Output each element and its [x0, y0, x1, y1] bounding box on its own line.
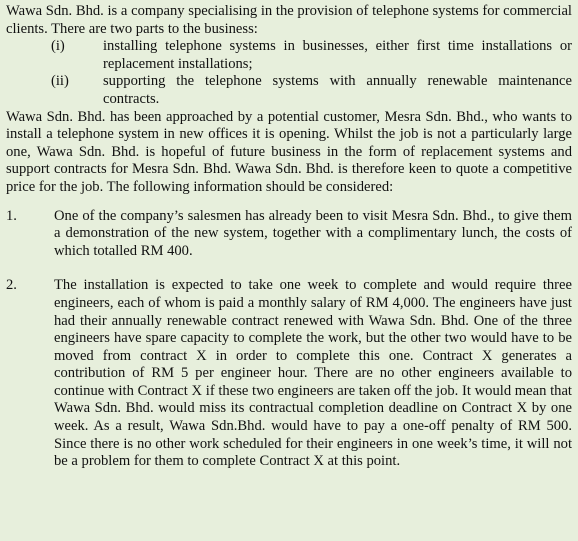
intro-paragraph: Wawa Sdn. Bhd. is a company specialising in the provision of telephone systems for commercial clients. There are two parts to the business:	[6, 3, 572, 37]
item-text: The installation is expected to take one week to complete and would require three engineers, each of whom is paid a monthly salary of RM 4,000. The engineers have just had their annually renewable contract renewed with Wawa Sdn. Bhd. One of the three engineers have spare capacity to complete the work, but the other two would have to be moved from contract X in order to complete this one. Contract X generates a contribution of RM 5 per engineer hour. There are no other engineers available to continue with Contract X if these two engineers are taken off the job. It would mean that Wawa Sdn. Bhd. would miss its contractual completion deadline on Contract X by one week. As a result, Wawa Sdn.Bhd. would have to pay a one-off penalty of RM 500. Since there is no other work scheduled for their engineers in one week’s time, it will not be a problem for them to complete Contract X at this point.	[54, 277, 572, 470]
list-item	[6, 277, 572, 471]
part-text: installing telephone systems in businesses, either first time installations or replacement installations;	[103, 38, 572, 72]
part-item	[51, 73, 572, 108]
part-text: supporting the telephone systems with annually renewable maintenance contracts.	[103, 73, 572, 107]
part-number: (i)	[51, 38, 65, 55]
item-number: 1.	[6, 207, 17, 224]
item-text: One of the company’s salesmen has already been to visit Mesra Sdn. Bhd., to give them a demonstration of the new system, together with a complimentary lunch, the costs of which totalled RM 400.	[54, 207, 572, 259]
item-number: 2.	[6, 277, 17, 294]
context-paragraph: Wawa Sdn. Bhd. has been approached by a potential customer, Mesra Sdn. Bhd., who wants to install a telephone system in new offices it is opening. Whilst the job is not a particularly large one, Wawa Sdn. Bhd. is hopeful of future business in the form of replacement systems and support contracts for Mesra Sdn. Bhd. Wawa Sdn. Bhd. is therefore keen to quote a competitive price for the job. The following information should be considered:	[6, 108, 572, 195]
part-number: (ii)	[51, 73, 69, 90]
part-item	[51, 38, 572, 73]
list-item	[6, 208, 572, 261]
